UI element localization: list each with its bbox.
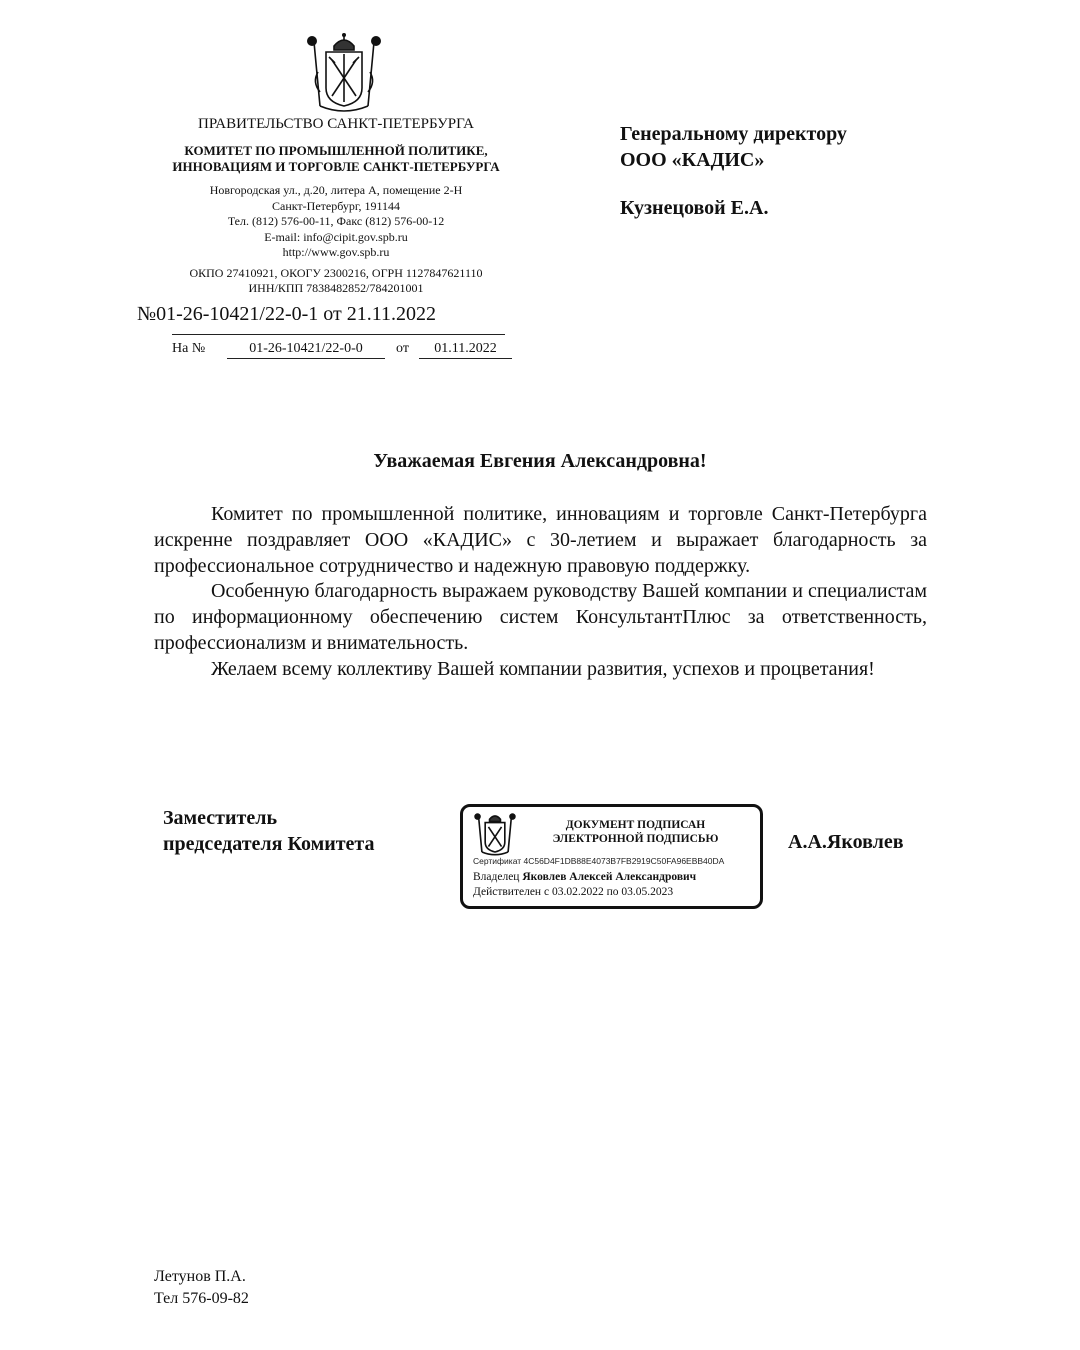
registry-codes [130,266,542,296]
signer-position-line-2: председателя Комитета [163,833,375,855]
stamp-validity: Действителен с 03.02.2022 по 03.05.2023 [473,886,674,898]
signer-name: А.А.Яковлев [788,831,904,853]
signer-position [163,805,375,857]
phone-fax: Тел. (812) 576-00-11, Факс (812) 576-00-12 [227,214,445,228]
codes-line-2: ИНН/КПП 7838482852/784201001 [248,281,424,295]
government-name: ПРАВИТЕЛЬСТВО САНКТ-ПЕТЕРБУРГА [198,116,474,132]
committee-name [130,143,542,175]
stamp-owner [473,871,696,883]
stamp-title [523,819,748,846]
stamp-owner-label: Владелец [473,871,520,883]
stamp-title-line-1: ДОКУМЕНТ ПОДПИСАН [565,819,706,831]
letter-body [154,502,927,683]
body-paragraph: Желаем всему коллективу Вашей компании развития, успехов и процветания! [211,657,875,680]
addressee-line-1: Генеральному директору [620,123,847,145]
executor-name: Летунов П.А. [154,1268,246,1285]
registration-underline [172,334,505,335]
committee-contacts [130,183,542,261]
body-paragraph: Комитет по промышленной политике, инновациям и торговле Санкт-Петербурга искренне поздравляет ООО «КАДИС» с 30-летием и выражает благодарность за профессиональное сотрудничество и надежную правовую поддержку. [154,503,927,577]
addressee-title [620,121,847,173]
reference-number: 01-26-10421/22-0-0 [227,341,385,359]
reference-label: На № [172,341,206,356]
signer-position-line-1: Заместитель [163,807,278,829]
spb-coat-of-arms-icon [471,811,519,857]
body-paragraph: Особенную благодарность выражаем руководству Вашей компании и специалистам по информационному обеспечению систем КонсультантПлюс за ответственность, профессионализм и внимательность. [154,580,927,654]
reference-from-label: от [396,341,409,356]
address-line-1: Новгородская ул., д.20, литера А, помещение 2-Н [209,183,463,197]
electronic-signature-stamp [460,804,763,909]
spb-coat-of-arms-icon [300,32,388,114]
stamp-certificate: Сертификат 4C56D4F1DB88E4073B7FB2919C50FA96EBB40DA [473,856,725,866]
registration-number: №01-26-10421/22-0-1 от 21.11.2022 [137,303,437,325]
address-line-2: Санкт-Петербург, 191144 [272,198,400,213]
website: http://www.gov.spb.ru [282,245,390,259]
salutation: Уважаемая Евгения Александровна! [373,450,707,472]
committee-line-1: КОМИТЕТ ПО ПРОМЫШЛЕННОЙ ПОЛИТИКЕ, [184,143,488,158]
email: E-mail: info@cipit.gov.spb.ru [264,229,408,244]
codes-line-1: ОКПО 27410921, ОКОГУ 2300216, ОГРН 1127847621110 [189,266,483,280]
executor-phone: Тел 576-09-82 [154,1290,249,1307]
stamp-owner-name: Яковлев Алексей Александрович [522,871,697,883]
stamp-title-line-2: ЭЛЕКТРОННОЙ ПОДПИСЬЮ [552,832,719,845]
addressee-name: Кузнецовой Е.А. [620,197,769,219]
reference-date: 01.11.2022 [419,341,512,359]
executor-info [154,1266,249,1310]
committee-line-2: ИННОВАЦИЯМ И ТОРГОВЛЕ САНКТ-ПЕТЕРБУРГА [172,159,500,174]
addressee-line-2: ООО «КАДИС» [620,149,765,171]
